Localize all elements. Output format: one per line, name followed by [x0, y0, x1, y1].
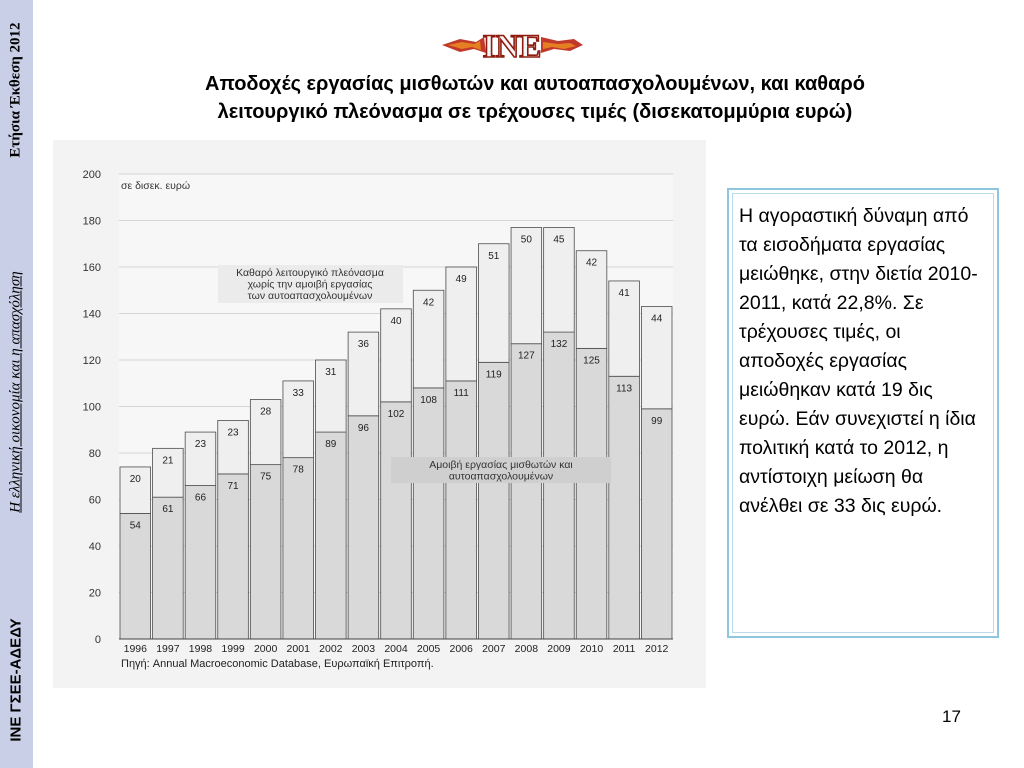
- y-tick-label-7: 140: [82, 308, 101, 321]
- sidebar-report-title: Ετήσια Έκθεση 2012: [7, 22, 24, 158]
- bar-lower-2010: [576, 348, 607, 639]
- y-tick-label-4: 80: [88, 448, 101, 460]
- bar-lower-2007: [478, 362, 509, 639]
- bar-lower-1999: [218, 474, 249, 639]
- y-tick-label-1: 20: [88, 587, 101, 600]
- data-label-lower-2003: 96: [357, 422, 369, 434]
- data-label-lower-2012: 99: [651, 415, 663, 427]
- x-tick-label-1997: 1997: [156, 643, 180, 655]
- bar-lower-2006: [446, 381, 477, 639]
- chart-title: [60, 70, 1010, 126]
- x-tick-label-2005: 2005: [416, 643, 441, 655]
- stacked-bar-chart: [53, 140, 706, 688]
- data-label-upper-1997: 21: [162, 455, 174, 467]
- chart-panel: [53, 140, 706, 688]
- bar-lower-2004: [381, 402, 412, 639]
- bar-lower-2009: [544, 332, 575, 639]
- x-tick-label-2012: 2012: [645, 643, 669, 655]
- data-label-lower-2000: 75: [260, 471, 272, 483]
- bar-lower-1997: [153, 497, 184, 639]
- logo-text: INE: [482, 29, 542, 62]
- y-tick-label-10: 200: [82, 169, 101, 181]
- data-label-upper-2004: 40: [390, 315, 402, 327]
- x-tick-label-2001: 2001: [286, 643, 310, 655]
- y-tick-label-2: 40: [88, 541, 101, 553]
- x-tick-label-2007: 2007: [482, 643, 506, 655]
- data-label-lower-2007: 119: [485, 369, 502, 381]
- bar-lower-2003: [348, 416, 379, 639]
- upper-annotation-line-2: των αυτοαπασχολουμένων: [247, 290, 373, 302]
- y-tick-label-3: 60: [88, 494, 101, 507]
- data-label-upper-1996: 20: [129, 473, 141, 485]
- x-tick-label-1996: 1996: [123, 643, 147, 655]
- upper-annotation-line-0: Καθαρό λειτουργικό πλεόνασμα: [236, 267, 384, 279]
- x-tick-label-2010: 2010: [579, 643, 604, 655]
- x-tick-label-1999: 1999: [221, 643, 245, 655]
- data-label-lower-2010: 125: [583, 355, 600, 367]
- bar-lower-2005: [413, 388, 444, 639]
- bar-lower-1998: [185, 486, 216, 639]
- bar-lower-1996: [120, 513, 151, 639]
- data-label-upper-2001: 33: [292, 387, 304, 399]
- data-label-upper-2011: 41: [618, 287, 630, 299]
- sidebar-topic: Η ελληνική οικονομία και η απασχόληση: [7, 271, 24, 513]
- data-label-upper-2005: 42: [423, 297, 435, 309]
- source-note: Πηγή: Annual Macroeconomic Database, Ευρωπαϊκή Επιτροπή.: [121, 658, 434, 670]
- title-line-1: Αποδοχές εργασίας μισθωτών και αυτοαπασχολουμένων, και καθαρό: [205, 73, 865, 95]
- ine-logo: [440, 28, 585, 62]
- data-label-lower-1997: 61: [162, 504, 174, 516]
- data-label-upper-2002: 31: [325, 367, 337, 378]
- data-label-lower-2009: 132: [550, 339, 568, 351]
- x-tick-label-2006: 2006: [449, 643, 473, 655]
- x-tick-label-2004: 2004: [384, 643, 408, 655]
- data-label-lower-2001: 78: [292, 464, 304, 476]
- bar-lower-2002: [316, 432, 347, 639]
- note-box: [727, 188, 999, 638]
- data-label-lower-2011: 113: [616, 383, 633, 395]
- data-label-lower-1999: 71: [227, 480, 239, 492]
- data-label-upper-2000: 28: [260, 406, 272, 418]
- bar-lower-2011: [609, 376, 640, 639]
- sidebar-organization: ΙΝΕ ΓΣΕΕ-ΑΔΕΔΥ: [7, 618, 25, 742]
- x-tick-label-1998: 1998: [188, 643, 213, 655]
- y-tick-label-9: 180: [82, 215, 101, 228]
- data-label-upper-2009: 45: [553, 234, 565, 246]
- y-tick-label-8: 160: [82, 262, 101, 274]
- y-tick-label-0: 0: [94, 634, 101, 646]
- bar-lower-2012: [641, 409, 672, 639]
- data-label-lower-2004: 102: [387, 408, 405, 420]
- upper-annotation-line-1: χωρίς την αμοιβή εργασίας: [247, 278, 373, 291]
- bar-lower-2008: [511, 344, 542, 639]
- unit-label: σε δισεκ. ευρώ: [121, 180, 191, 192]
- data-label-upper-1999: 23: [227, 427, 239, 439]
- data-label-upper-2012: 44: [651, 313, 663, 325]
- data-label-lower-1998: 66: [194, 492, 207, 504]
- page-number: 17: [942, 707, 961, 726]
- data-label-upper-2007: 51: [488, 250, 500, 262]
- x-tick-label-2009: 2009: [547, 643, 571, 655]
- data-label-upper-2006: 49: [455, 274, 467, 285]
- lower-annotation-line-1: αυτοαπασχολουμένων: [448, 470, 554, 483]
- data-label-lower-2005: 108: [420, 394, 437, 406]
- data-label-lower-2002: 89: [325, 439, 337, 451]
- title-line-2: λειτουργικό πλεόνασμα σε τρέχουσες τιμές (δισεκατομμύρια ευρώ): [217, 101, 853, 123]
- data-label-lower-2008: 127: [518, 350, 535, 362]
- note-text: Η αγοραστική δύναμη από τα εισοδήματα εργασίας μειώθηκε, στην διετία 2010-2011, κατά 22,8%. Σε τρέχουσες τιμές, οι αποδοχές εργασίας μειώθηκαν κατά 19 δις ευρώ. Εάν συνεχιστεί η ίδια πολιτική κατά το 2012, η αντίστοιχη μείωση θα ανέλθει σε 33 δις ευρώ.: [739, 205, 978, 517]
- bar-lower-2001: [283, 458, 314, 639]
- x-tick-label-2002: 2002: [319, 643, 343, 655]
- bar-lower-2000: [250, 465, 281, 639]
- sidebar: [0, 0, 33, 768]
- y-tick-label-5: 100: [82, 401, 101, 414]
- data-label-lower-2006: 111: [453, 387, 469, 399]
- data-label-upper-2008: 50: [520, 234, 532, 246]
- x-tick-label-2011: 2011: [612, 643, 636, 655]
- x-tick-label-2003: 2003: [351, 643, 376, 655]
- data-label-upper-2003: 36: [357, 339, 369, 351]
- lower-annotation-line-0: Αμοιβή εργασίας μισθωτών και: [429, 459, 573, 471]
- x-tick-label-2000: 2000: [253, 643, 278, 655]
- data-label-lower-1996: 54: [129, 520, 141, 532]
- data-label-upper-2010: 42: [585, 257, 598, 269]
- x-tick-label-2008: 2008: [514, 643, 539, 655]
- y-tick-label-6: 120: [82, 355, 101, 367]
- data-label-upper-1998: 23: [194, 439, 207, 451]
